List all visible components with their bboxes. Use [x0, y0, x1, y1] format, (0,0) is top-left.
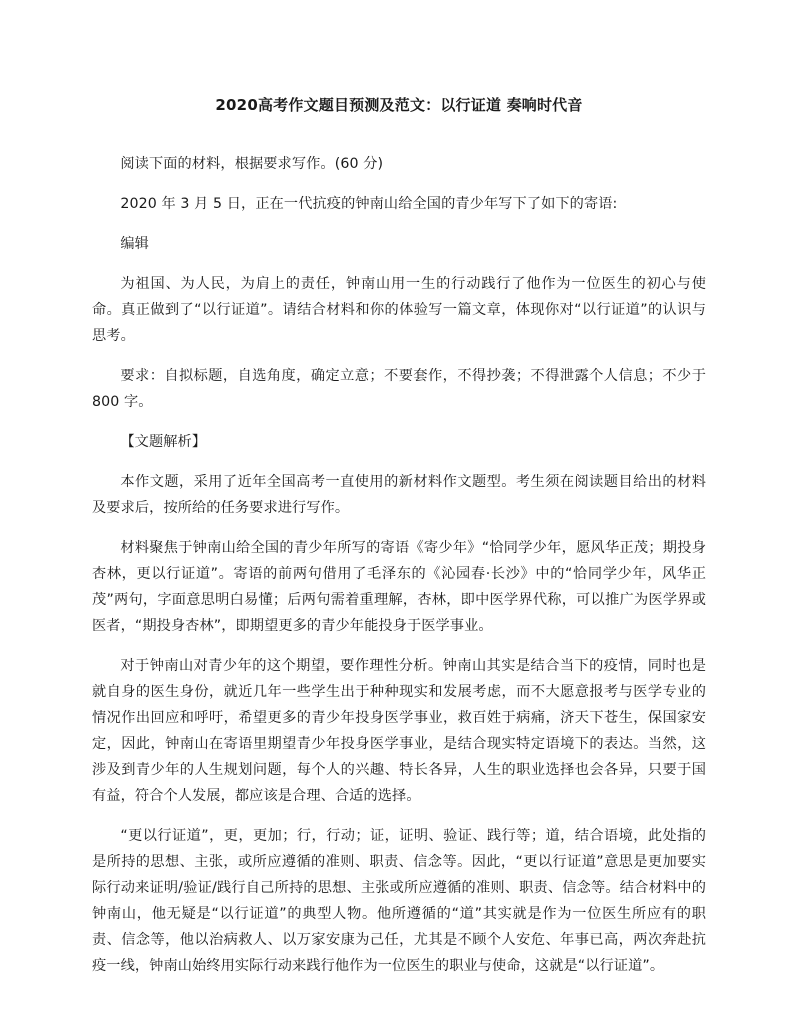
paragraph-requirements: 要求：自拟标题，自选角度，确定立意；不要套作，不得抄袭；不得泄露个人信息；不少于 800 字。 [92, 368, 706, 410]
document-title: 2020高考作文题目预测及范文：以行证道 奏响时代音 [215, 96, 583, 114]
paragraph-analysis-heading: 【文题解析】 [120, 434, 207, 450]
paragraph-analysis-1: 本作文题，采用了近年全国高考一直使用的新材料作文题型。考生须在阅读题目给出的材料及要求后，按所给的任务要求进行写作。 [92, 474, 706, 516]
paragraph-material: 为祖国、为人民，为肩上的责任，钟南山用一生的行动践行了他作为一位医生的初心与使命。真正做到了“以行证道”。请结合材料和你的体验写一篇文章，体现你对“以行证道”的认识与思考。 [92, 276, 706, 344]
paragraph-date-intro: 2020 年 3 月 5 日，正在一代抗疫的钟南山给全国的青少年写下了如下的寄语: [120, 196, 618, 212]
paragraph-analysis-4: “更以行证道”，更，更加；行，行动；证，证明、验证、践行等；道，结合语境，此处指的是所持的思想、主张，或所应遵循的准则、职责、信念等。因此，“更以行证道”意思是更加要实际行动来证明/验证/践行自己所持的思想、主张或所应遵循的准则、职责、信念等。结合材料中的钟南山，他无疑是“以行证道”的典型人物。他所遵循的“道”其实就是作为一位医生所应有的职责、信念等，他以治病救人、以万家安康为己任，尤其是不顾个人安危、年事已高，两次奔赴抗疫一线，钟南山始终用实际行动来践行他作为一位医生的职业与使命，这就是“以行证道”。 [92, 828, 706, 974]
paragraph-instruction: 阅读下面的材料，根据要求写作。(60 分) [120, 156, 384, 172]
paragraph-analysis-3: 对于钟南山对青少年的这个期望，要作理性分析。钟南山其实是结合当下的疫情，同时也是就自身的医生身份，就近几年一些学生出于种种现实和发展考虑，而不大愿意报考与医学专业的情况作出回应和呼吁，希望更多的青少年投身医学事业，救百姓于病痛，济天下苍生，保国家安定，因此，钟南山在寄语里期望青少年投身医学事业，是结合现实特定语境下的表达。当然，这涉及到青少年的人生规划问题，每个人的兴趣、特长各异，人生的职业选择也会各异，只要于国有益，符合个人发展，都应该是合理、合适的选择。 [92, 658, 706, 804]
paragraph-edit: 编辑 [120, 236, 149, 252]
paragraph-analysis-2: 材料聚焦于钟南山给全国的青少年所写的寄语《寄少年》“恰同学少年，愿风华正茂；期投身杏林，更以行证道”。寄语的前两句借用了毛泽东的《沁园春·长沙》中的“恰同学少年，风华正茂”两句，字面意思明白易懂；后两句需着重理解，杏林，即中医学界代称，可以推广为医学界或医者，“期投身杏林”，即期望更多的青少年能投身于医学事业。 [92, 540, 706, 634]
